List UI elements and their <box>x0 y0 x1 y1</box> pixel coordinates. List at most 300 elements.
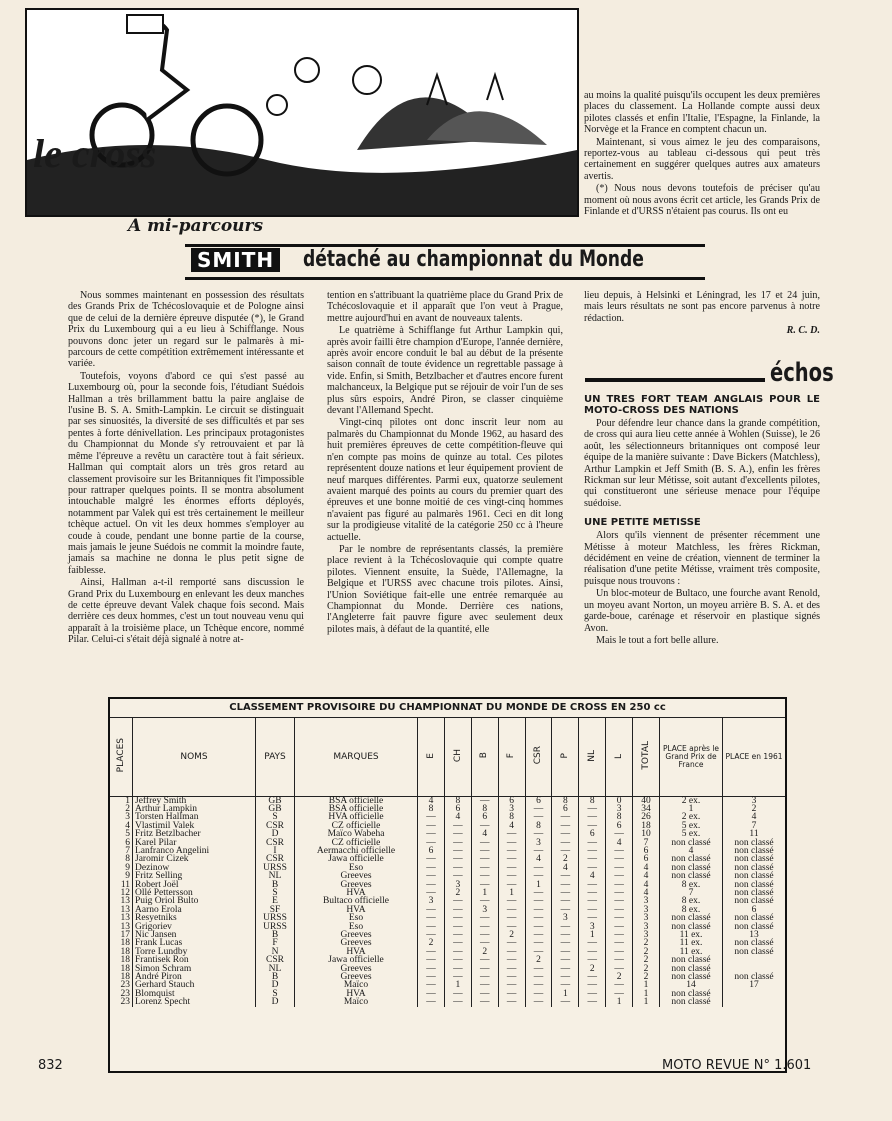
cell-place-gp: 11 ex. <box>660 948 723 956</box>
cell-nom: Frank Lucas <box>133 939 256 947</box>
cell-nom: Nic Jansen <box>133 931 256 939</box>
cell-place-gp: non classé <box>660 956 723 964</box>
cell-l: — <box>606 948 633 956</box>
cell-place: 23 <box>120 997 130 1008</box>
cell-marque: Greeves <box>295 872 418 880</box>
cell-nom: Karel Pilar <box>133 839 256 847</box>
cell-b: — <box>471 796 498 805</box>
cell-p: — <box>552 998 579 1006</box>
header-nl: NL <box>579 718 606 796</box>
cell-csr: — <box>525 813 552 821</box>
cell-f: — <box>498 855 525 863</box>
cell-total: 6 <box>633 847 660 855</box>
cell-b: 2 <box>471 948 498 956</box>
cell-p: 8 <box>552 796 579 805</box>
cell-place: 17 <box>120 930 130 940</box>
cell-place-1961: 4 <box>723 813 786 821</box>
cell-csr: — <box>525 981 552 989</box>
cell-e: — <box>418 965 445 973</box>
cell-e: — <box>418 990 445 998</box>
cell-p: — <box>552 813 579 821</box>
cell-l: 3 <box>606 805 633 813</box>
paragraph: Le quatrième à Schifflange fut Arthur Lampkin qui, après avoir failli être champion d'Europe, l'année dernière, après avoir encore conduit le bal au début de la présente saison connaît de toute évidence un regrettable passage à vide. Enfin, si Smith, Betzlbacher et d'autres encore furent malchanceux, la Belgique put se réjouir de voir l'un de ses plus sûrs espoirs, André Piron, se classer cinquième devant l'Allemand Specht. <box>327 325 563 417</box>
cell-p: — <box>552 956 579 964</box>
cell-pays: CSR <box>256 855 295 863</box>
cell-b: 1 <box>471 889 498 897</box>
cell-p: 6 <box>552 805 579 813</box>
cell-total: 10 <box>633 830 660 838</box>
cell-e: 8 <box>418 805 445 813</box>
cell-nom: Resyetniks <box>133 914 256 922</box>
cell-place-gp: 4 <box>660 847 723 855</box>
cell-nom: Lanfranco Angelini <box>133 847 256 855</box>
cell-place-1961: 17 <box>723 981 786 989</box>
cell-csr: 3 <box>525 839 552 847</box>
cell-f: 3 <box>498 805 525 813</box>
echo-2-body: Mais le tout a fort belle allure. <box>596 634 719 646</box>
cell-nl: — <box>579 939 606 947</box>
cell-place-1961: non classé <box>723 864 786 872</box>
cell-p: — <box>552 872 579 880</box>
cell-nom: Fritz Betzlbacher <box>133 830 256 838</box>
cell-place-1961: 13 <box>723 931 786 939</box>
cell-place: 6 <box>125 837 130 848</box>
header-place-1961: PLACE en 1961 <box>723 718 786 796</box>
cell-marque: Maïco <box>295 981 418 989</box>
cell-ch: — <box>444 931 471 939</box>
cell-nl: — <box>579 973 606 981</box>
cell-p: — <box>552 973 579 981</box>
cell-total: 7 <box>633 839 660 847</box>
cell-e: — <box>418 864 445 872</box>
cell-place-1961: non classé <box>723 897 786 905</box>
cell-l: — <box>606 931 633 939</box>
cell-place: 18 <box>120 972 130 983</box>
paragraph: (*) Nous nous devons toutefois de préciser qu'au moment où nous avons écrit cet article, les Grands Prix de Finlande et d'URSS n'étaient pas courus. Ils ont eu <box>584 183 820 218</box>
cell-total: 2 <box>633 939 660 947</box>
cell-nom: Arthur Lampkin <box>133 805 256 813</box>
cell-ch: 3 <box>444 881 471 889</box>
cell-csr: — <box>525 923 552 931</box>
cell-f: — <box>498 897 525 905</box>
cell-nom: Torre Lundby <box>133 948 256 956</box>
cell-place-1961: non classé <box>723 973 786 981</box>
cell-p: — <box>552 847 579 855</box>
cell-ch: — <box>444 864 471 872</box>
headline-smith: SMITH <box>191 248 280 272</box>
cell-place-1961: non classé <box>723 872 786 880</box>
cell-total: 2 <box>633 956 660 964</box>
paragraph: Vingt-cinq pilotes ont donc inscrit leur nom au palmarès du Championnat du Monde 1962, au hasard des huit premières épreuves de cette compétition-fleuve qui n'en compte pas moins de quinze au total. Ces pilotes représentent douze nations et leur équipement provient de neuf marques différentes. Parmi eux, quatorze seulement avaient marqué des points au cours du premier quart des épreuves et une bonne moitié de ces vingt-cinq hommes n'avaient pas figuré au palmarès 1961. Ceci en dit long sur la prodigieuse vitalité de la catégorie 250 cc à l'heure actuelle. <box>327 417 563 543</box>
cell-pays: SF <box>256 906 295 914</box>
cell-pays: NL <box>256 872 295 880</box>
cell-ch: — <box>444 990 471 998</box>
cell-pays: NL <box>256 965 295 973</box>
cell-marque: HVA <box>295 889 418 897</box>
cell-e: 4 <box>418 796 445 805</box>
cell-pays: URSS <box>256 923 295 931</box>
cell-pays: S <box>256 889 295 897</box>
cell-marque: Bultaco officielle <box>295 897 418 905</box>
cell-place-1961: non classé <box>723 948 786 956</box>
cell-place: 9 <box>125 862 130 873</box>
cell-b: 4 <box>471 830 498 838</box>
cell-nl: — <box>579 864 606 872</box>
cell-place-gp: 2 ex. <box>660 813 723 821</box>
cell-l: — <box>606 830 633 838</box>
cell-f: — <box>498 990 525 998</box>
cell-pays: S <box>256 990 295 998</box>
cell-place-1961: non classé <box>723 914 786 922</box>
cell-place: 18 <box>120 946 130 957</box>
cell-l: — <box>606 855 633 863</box>
cell-total: 3 <box>633 931 660 939</box>
cell-pays: GB <box>256 805 295 813</box>
table-row <box>110 796 785 805</box>
header-pays: PAYS <box>256 718 295 796</box>
cell-place-gp: non classé <box>660 973 723 981</box>
cell-place-gp: 5 ex. <box>660 830 723 838</box>
cell-csr: — <box>525 948 552 956</box>
header-total: TOTAL <box>633 718 660 796</box>
cell-p: — <box>552 830 579 838</box>
cell-l: — <box>606 864 633 872</box>
cell-place-gp: 5 ex. <box>660 822 723 830</box>
cell-e: 2 <box>418 939 445 947</box>
cell-l: — <box>606 897 633 905</box>
cell-place: 1 <box>125 795 130 806</box>
cell-ch: — <box>444 973 471 981</box>
cell-place-1961: non classé <box>723 855 786 863</box>
header-e: E <box>418 718 445 796</box>
header-csr: CSR <box>525 718 552 796</box>
cell-pays: D <box>256 981 295 989</box>
cell-csr: — <box>525 939 552 947</box>
cell-marque: BSA officielle <box>295 796 418 805</box>
cell-nom: Fritz Selling <box>133 872 256 880</box>
cell-place-gp: non classé <box>660 998 723 1006</box>
cell-l: 1 <box>606 998 633 1006</box>
cell-p: — <box>552 923 579 931</box>
cell-ch: — <box>444 839 471 847</box>
cell-total: 3 <box>633 914 660 922</box>
cell-place-gp: 14 <box>660 981 723 989</box>
cell-marque: Eso <box>295 923 418 931</box>
cell-f: — <box>498 973 525 981</box>
cell-pays: URSS <box>256 864 295 872</box>
header-marques: MARQUES <box>295 718 418 796</box>
cell-b: — <box>471 872 498 880</box>
cell-l: 6 <box>606 822 633 830</box>
cell-f: — <box>498 923 525 931</box>
cell-place-1961: 6 <box>723 906 786 914</box>
cell-nom: Jeffrey Smith <box>133 796 256 805</box>
cell-nom: Grigoriev <box>133 923 256 931</box>
cell-pays: B <box>256 881 295 889</box>
cell-p: — <box>552 889 579 897</box>
cell-csr: — <box>525 998 552 1006</box>
cell-b: — <box>471 864 498 872</box>
table-row <box>110 839 785 847</box>
cell-place: 5 <box>125 829 130 840</box>
cell-place-1961: 11 <box>723 830 786 838</box>
cell-place: 13 <box>120 921 130 932</box>
cell-e: — <box>418 881 445 889</box>
cell-l: 4 <box>606 839 633 847</box>
cell-b: — <box>471 998 498 1006</box>
cell-csr: — <box>525 805 552 813</box>
cell-p: — <box>552 948 579 956</box>
cell-b: — <box>471 881 498 889</box>
cell-total: 6 <box>633 855 660 863</box>
cell-csr: — <box>525 889 552 897</box>
cell-e: — <box>418 973 445 981</box>
cell-f: — <box>498 881 525 889</box>
cell-total: 3 <box>633 897 660 905</box>
cell-nl: — <box>579 839 606 847</box>
cell-b: — <box>471 914 498 922</box>
cell-pays: I <box>256 847 295 855</box>
cell-p: — <box>552 897 579 905</box>
cell-b: — <box>471 847 498 855</box>
cell-place-gp: 8 ex. <box>660 897 723 905</box>
cell-e: — <box>418 839 445 847</box>
cell-b: — <box>471 822 498 830</box>
cell-ch: 1 <box>444 981 471 989</box>
top-right-column <box>584 90 820 218</box>
cell-e: — <box>418 931 445 939</box>
cell-f: — <box>498 998 525 1006</box>
cell-pays: E <box>256 897 295 905</box>
cell-nom: Gerhard Stauch <box>133 981 256 989</box>
cell-pays: B <box>256 931 295 939</box>
cell-e: — <box>418 998 445 1006</box>
cell-marque: Eso <box>295 864 418 872</box>
cell-csr: 2 <box>525 956 552 964</box>
cell-csr: — <box>525 864 552 872</box>
cell-e: — <box>418 855 445 863</box>
cell-nl: — <box>579 881 606 889</box>
banner-logo: le cross <box>33 131 157 176</box>
cell-p: — <box>552 822 579 830</box>
paragraph: Maintenant, si vous aimez le jeu des comparaisons, reportez-vous au tableau ci-dessous qui peut très certainement en suggérer quelques autres aux amateurs avertis. <box>584 136 820 182</box>
cell-pays: CSR <box>256 839 295 847</box>
cell-nom: Frantisek Ron <box>133 956 256 964</box>
cell-b: — <box>471 956 498 964</box>
cell-e: — <box>418 889 445 897</box>
cell-place-gp: non classé <box>660 990 723 998</box>
cell-ch: — <box>444 906 471 914</box>
header-places: PLACES <box>110 718 133 796</box>
cell-marque: Greeves <box>295 931 418 939</box>
cell-marque: Jawa officielle <box>295 855 418 863</box>
echo-1-title: UN TRES FORT TEAM ANGLAIS POUR LE MOTO-CROSS DES NATIONS <box>584 394 820 416</box>
cell-p: — <box>552 981 579 989</box>
cell-b: — <box>471 939 498 947</box>
cell-p: 4 <box>552 864 579 872</box>
cell-ch: — <box>444 914 471 922</box>
cell-nom: Lorenz Specht <box>133 998 256 1006</box>
cell-marque: HVA <box>295 990 418 998</box>
cell-b: 3 <box>471 906 498 914</box>
cell-ch: — <box>444 897 471 905</box>
cell-l: — <box>606 889 633 897</box>
cell-place-1961: non classé <box>723 939 786 947</box>
cell-nl: 3 <box>579 923 606 931</box>
cell-total: 4 <box>633 872 660 880</box>
cell-f: — <box>498 906 525 914</box>
header-b: B <box>471 718 498 796</box>
cell-ch: — <box>444 948 471 956</box>
paragraph: Nous sommes maintenant en possession des résultats des Grands Prix de Tchécoslovaquie et de Pologne ainsi que de celui de la dernière épreuve disputée (*), le Grand Prix du Luxembourg qui a eu lieu à Schifflange. Nous pouvons donc jeter un regard sur le palmarès à mi-parcours de cette compétition extrêmement intéressante et variée. <box>68 290 304 370</box>
cross-rider-illustration <box>27 10 577 215</box>
cell-ch: — <box>444 830 471 838</box>
cell-marque: Jawa officielle <box>295 956 418 964</box>
cell-total: 2 <box>633 973 660 981</box>
cell-csr: — <box>525 914 552 922</box>
cell-ch: 2 <box>444 889 471 897</box>
paragraph: au moins la qualité puisqu'ils occupent les deux premières places du classement. La Hollande compte aussi deux pilotes classés et enfin l'Italie, l'Espagne, la Finlande, la Norvège et la France en comptent chacun un. <box>584 90 820 136</box>
cell-p: — <box>552 906 579 914</box>
cell-nom: Blomquist <box>133 990 256 998</box>
cell-l: — <box>606 981 633 989</box>
cell-place-1961: 7 <box>723 822 786 830</box>
cell-l: — <box>606 872 633 880</box>
header-f: F <box>498 718 525 796</box>
cell-b: — <box>471 973 498 981</box>
cell-pays: F <box>256 939 295 947</box>
cell-csr: 8 <box>525 822 552 830</box>
cell-e: — <box>418 923 445 931</box>
cell-place: 23 <box>120 988 130 999</box>
echo-1-body: Pour défendre leur chance dans la grande compétition, de cross qui aura lieu cette année à Wohlen (Suisse), le 26 août, les sélectionneurs britanniques ont composé leur équipe de la manière suivante : Dave Bickers (Matchless), Arthur Lampkin et Jeff Smith (B. S. A.), enfin les frères Rickman sur leur Métisse, soit autant d'excellents pilotes, qui constitueront une sérieuse menace pour l'équipe suédoise. <box>584 418 820 509</box>
cell-p: 3 <box>552 914 579 922</box>
cell-marque: HVA officielle <box>295 813 418 821</box>
cell-total: 34 <box>633 805 660 813</box>
cell-b: — <box>471 965 498 973</box>
cell-place: 11 <box>120 879 130 890</box>
cell-p: — <box>552 881 579 889</box>
cell-place: 12 <box>120 887 130 898</box>
cell-f: — <box>498 839 525 847</box>
cell-f: — <box>498 956 525 964</box>
cell-f: 2 <box>498 931 525 939</box>
cell-place: 13 <box>120 904 130 915</box>
echo-2-body: Un bloc-moteur de Bultaco, une fourche avant Renold, un moyeu avant Norton, un moyeu arrière B. S. A. et des garde-boue, carénage et réservoir en plastique signés Avon. <box>584 588 820 634</box>
cell-total: 1 <box>633 990 660 998</box>
cell-l: — <box>606 906 633 914</box>
cell-total: 1 <box>633 998 660 1006</box>
standings-table <box>108 697 787 1073</box>
article-column-2 <box>327 290 563 636</box>
cell-marque: HVA <box>295 906 418 914</box>
cell-f: — <box>498 830 525 838</box>
cell-place-gp: non classé <box>660 965 723 973</box>
table-row <box>110 973 785 981</box>
cell-place: 18 <box>120 955 130 966</box>
table-row <box>110 881 785 889</box>
cell-l: 0 <box>606 796 633 805</box>
cell-nl: — <box>579 822 606 830</box>
cell-nl: — <box>579 981 606 989</box>
cell-place-1961: 3 <box>723 796 786 805</box>
cell-b: — <box>471 923 498 931</box>
echo-2-title: UNE PETITE METISSE <box>584 517 701 529</box>
cell-total: 1 <box>633 981 660 989</box>
cell-pays: N <box>256 948 295 956</box>
cell-place-1961 <box>723 998 786 1006</box>
header-l: L <box>606 718 633 796</box>
cell-pays: D <box>256 830 295 838</box>
cell-ch: — <box>444 923 471 931</box>
cell-nom: Aarno Erola <box>133 906 256 914</box>
cell-marque: Greeves <box>295 965 418 973</box>
cell-nl: — <box>579 897 606 905</box>
cell-ch: — <box>444 855 471 863</box>
cell-total: 2 <box>633 965 660 973</box>
cell-marque: Maïco Wabeha <box>295 830 418 838</box>
cell-place-1961: non classé <box>723 839 786 847</box>
cell-nom: André Piron <box>133 973 256 981</box>
cell-p: — <box>552 839 579 847</box>
header-place-gp: PLACE après le Grand Prix de France <box>660 718 723 796</box>
cell-l: 8 <box>606 813 633 821</box>
cell-e: — <box>418 906 445 914</box>
cell-nom: Puig Oriol Bulto <box>133 897 256 905</box>
cell-e: — <box>418 914 445 922</box>
cell-b: — <box>471 931 498 939</box>
cell-place-gp: 11 ex. <box>660 931 723 939</box>
cell-marque: Greeves <box>295 973 418 981</box>
cell-marque: Greeves <box>295 881 418 889</box>
cell-b: 6 <box>471 813 498 821</box>
cell-f: 4 <box>498 822 525 830</box>
banner-illustration <box>25 8 579 217</box>
article-subtitle: A mi-parcours <box>128 216 264 236</box>
cell-total: 40 <box>633 796 660 805</box>
cell-place-gp: non classé <box>660 923 723 931</box>
cell-l: — <box>606 923 633 931</box>
cell-place-gp: non classé <box>660 855 723 863</box>
cell-nom: Simon Schram <box>133 965 256 973</box>
cell-f: — <box>498 864 525 872</box>
cell-l: — <box>606 956 633 964</box>
cell-total: 18 <box>633 822 660 830</box>
cell-pays: B <box>256 973 295 981</box>
cell-csr: 4 <box>525 855 552 863</box>
cell-total: 3 <box>633 906 660 914</box>
cell-place: 3 <box>125 812 130 823</box>
cell-f: 8 <box>498 813 525 821</box>
cell-e: — <box>418 830 445 838</box>
cell-place-gp: 1 <box>660 805 723 813</box>
cell-ch: — <box>444 822 471 830</box>
table-row <box>110 998 785 1006</box>
cell-marque: BSA officielle <box>295 805 418 813</box>
cell-e: 3 <box>418 897 445 905</box>
cell-nom: Torsten Hallman <box>133 813 256 821</box>
paragraph: Toutefois, voyons d'abord ce qui s'est passé au Luxembourg où, pour la seconde fois, l'étudiant Suédois Hallman a très brillamment battu la paire anglaise de l'usine B. S. A. Smith-Lampkin. Le circuit se distinguait par ses sinuosités, la diversité de ses difficultés et par ses pentes à forte dénivellation. Les principaux protagonistes du Championnat du Monde s'y retrouvaient et par là même l'épreuve a revêtu un caractère tout à fait sérieux. Hallman qui comptait alors un très gros retard au classement provisoire sur les Britanniques fit l'impossible pour rattraper quelques points. Il se montra absolument intouchable malgré les énormes efforts déployés, notamment par Valek qui est très certainement le meilleur tchèque actuel. On vit les deux hommes s'employer au coude à coude, pendant une bonne partie de la course, mais jamais le jeune Suédois ne commit la moindre faute, jamais sa machine ne donna le plus petit signe de faiblesse. <box>68 370 304 576</box>
page-number: 832 <box>38 1058 63 1073</box>
echos-rule <box>585 378 765 382</box>
cell-marque: HVA <box>295 948 418 956</box>
cell-ch: — <box>444 939 471 947</box>
cell-nl: — <box>579 855 606 863</box>
cell-l: — <box>606 881 633 889</box>
cell-nl: — <box>579 813 606 821</box>
cell-place: 7 <box>125 845 130 856</box>
cell-pays: CSR <box>256 956 295 964</box>
